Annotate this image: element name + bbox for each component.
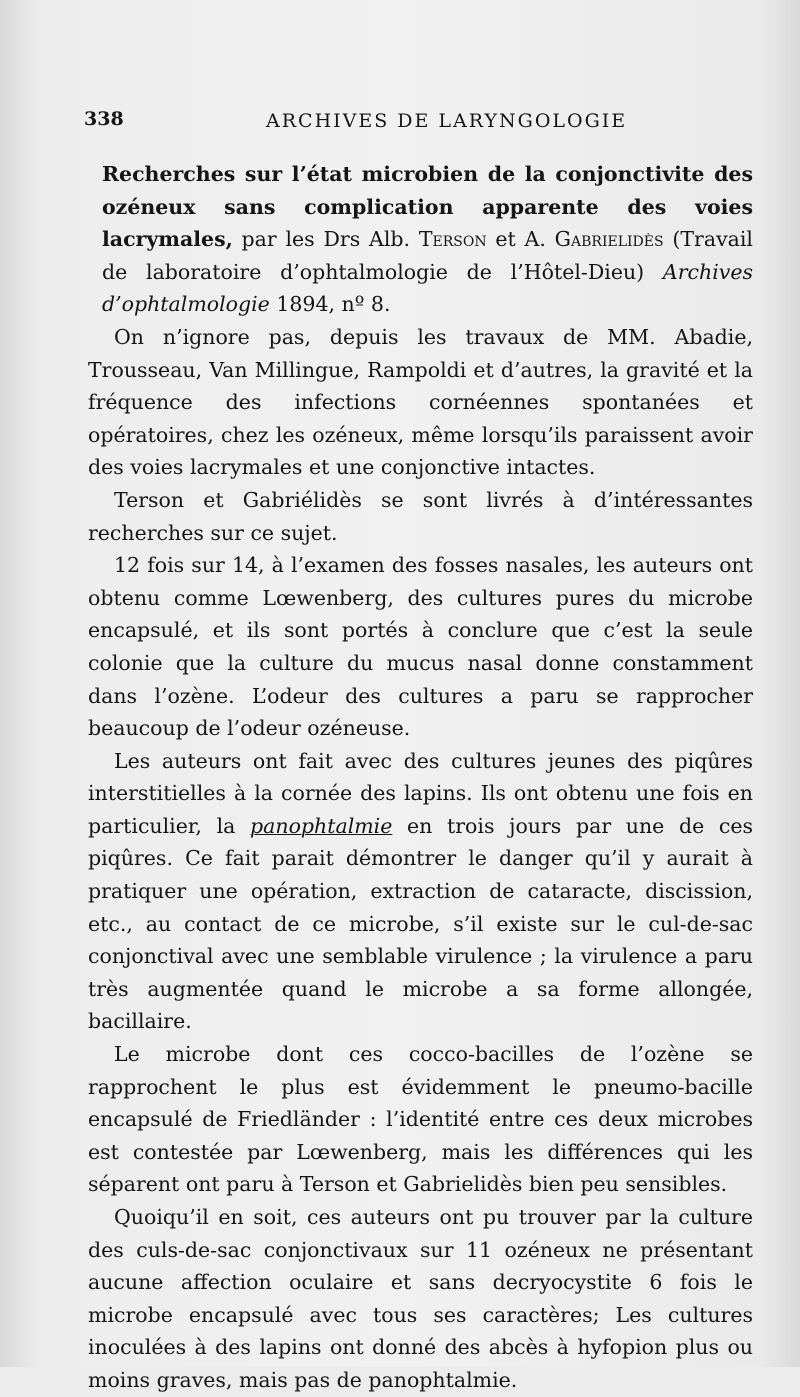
- paragraph-4-part-b: en trois jours par une de ces piqûres. Ce fait parait démontrer le danger qu’il y aurait à pratiquer une opération, extraction de cataracte, discission, etc., au contact de ce microbe, s’il existe sur le cul-de-sac conjonctival avec une semblable virulence ; la virulence a paru très augmentée quand le microbe a sa forme allongée, bacillaire.: [88, 813, 753, 1034]
- running-header: [84, 108, 764, 138]
- review-author-gabrielides: Gabrielidès: [554, 227, 664, 252]
- paragraph-6: Quoiqu’il en soit, ces auteurs ont pu trouver par la culture des culs-de-sac conjonctivaux sur 11 ozéneux ne présentant aucune affection oculaire et sans decryocystite 6 fois le microbe encapsulé avec tous ses caractères; Les cultures inoculées à des lapins ont donné des abcès à hyfopion plus ou moins graves, mais pas de panophtalmie.: [88, 1205, 753, 1392]
- paragraph-5: Le microbe dont ces cocco-bacilles de l’ozène se rapprochent le plus est évidemment le pneumo-bacille encapsulé de Friedländer : l’identité entre ces deux microbes est contestée par Lœwenberg, mais les différences qui les séparent ont paru à Terson et Gabrielidès bien peu sensibles.: [88, 1042, 753, 1197]
- running-title: ARCHIVES DE LARYNGOLOGIE: [266, 110, 628, 132]
- review-drs: Drs: [323, 227, 361, 252]
- review-lab: (Travail de laboratoire d’ophtalmologie de l’Hôtel-Dieu): [102, 227, 753, 284]
- review-by: par les: [232, 227, 324, 252]
- review-ref: 1894, nº 8.: [269, 292, 391, 317]
- review-journal: Archives d’ophtalmologie: [102, 259, 753, 317]
- page-number: 338: [84, 108, 124, 130]
- page-body: [88, 158, 753, 1397]
- review-entry: [88, 158, 753, 321]
- review-authors-a: Alb.: [360, 227, 419, 252]
- paragraph-4: [88, 745, 753, 1038]
- paragraph-3: 12 fois sur 14, à l’examen des fosses nasales, les auteurs ont obtenu comme Lœwenberg, des cultures pures du microbe encapsulé, et ils sont portés à conclure que c’est la seule colonie que la culture du mucus nasal donne constamment dans l’ozène. L’odeur des cultures a paru se rapprocher beaucoup de l’odeur ozéneuse.: [88, 553, 753, 741]
- paragraph-2: Terson et Gabriélidès se sont livrés à d’intéressantes recherches sur ce sujet.: [88, 487, 753, 545]
- review-et: et A.: [486, 227, 555, 252]
- paragraph-4-part-a: Les auteurs ont fait avec des cultures jeunes des piqûres interstitielles à la cornée des lapins. Ils ont obtenu une fois en particulier, la: [88, 748, 753, 838]
- review-author-terson: Terson: [418, 227, 487, 252]
- paragraph-1: On n’ignore pas, depuis les travaux de MM. Abadie, Trousseau, Van Millingue, Rampoldi et d’autres, la gravité et la fréquence des infections cornéennes spontanées et opératoires, chez les ozéneux, même lorsqu’ils paraissent avoir des voies lacrymales et une conjonctive intactes.: [88, 324, 753, 480]
- review-title: Recherches sur l’état microbien de la conjonctivite des ozéneux sans complication apparente des voies lacrymales,: [102, 162, 753, 252]
- paragraph-4-emphasis: panophtalmie: [250, 813, 393, 838]
